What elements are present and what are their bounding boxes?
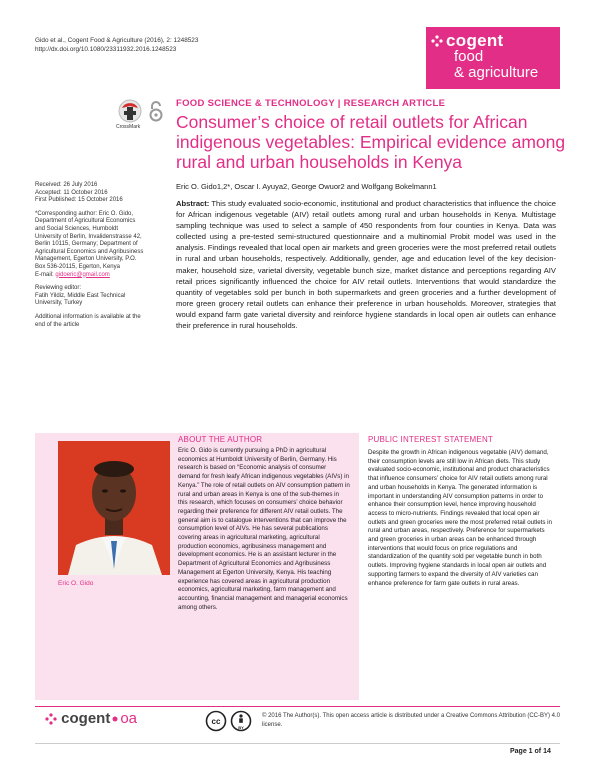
author-photo: [58, 441, 170, 575]
creative-commons-icon[interactable]: [205, 710, 257, 732]
email-line: [35, 272, 145, 280]
reviewing-editor: Fatih Yildiz, Middle East Technical University, Turkey: [35, 292, 126, 307]
logo-line-agriculture: & agriculture: [454, 64, 539, 81]
footer-divider: [35, 706, 560, 707]
about-author-heading: ABOUT THE AUTHOR: [178, 435, 263, 444]
public-interest-text: Despite the growth in African indigenous vegetable (AIV) demand, their consumption levels are still low in African diets. This study evaluated socio-economic, institutional and product characteristics that influence consumers’ choice for AIV retail outlets among rural and urban households in Kenya. The generated information is important in understanding AIV consumption patterns in order to enhance their consumption level, hence improving household access to micro-nutrients. Findings revealed that local open air outlets and green groceries were the most preferred retail outlets in rural and urban areas, respectively. Preference for supermarkets and green groceries in urban areas can be enhanced through interventions that would focus on price regulations and standardization of the quantity sold per vegetable bunch in both outlets. Improving hygiene standards in local open air outlets and supporting farmers to expand the diversity of AIV varieties can enhance preference for farm gate outlets in rural areas.: [368, 449, 553, 587]
received-date: Received: 26 July 2016: [35, 182, 98, 188]
cc-label: cc: [211, 717, 221, 726]
citation-journal: Gido et al., Cogent Food & Agriculture (2016), 2: 1248523: [35, 37, 199, 44]
author-list: Eric O. Gido1,2*, Oscar I. Ayuya2, George Owuor2 and Wolfgang Bokelmann1: [176, 182, 437, 191]
article-title: Consumer’s choice of retail outlets for African indigenous vegetables: Empirical evidence among rural and urban households in Kenya: [176, 112, 566, 172]
email-label: E-mail:: [35, 271, 56, 278]
journal-logo: [426, 27, 560, 89]
article-category: FOOD SCIENCE & TECHNOLOGY | RESEARCH ARTICLE: [176, 98, 446, 109]
crossmark-icon[interactable]: [116, 98, 144, 124]
cogent-oa-dots-icon: [45, 713, 57, 725]
cogent-oa-brand: cogent: [61, 710, 111, 727]
accepted-date: Accepted: 11 October 2016: [35, 189, 108, 196]
additional-info: Additional information is available at the end of the article: [35, 313, 141, 328]
public-interest-heading: PUBLIC INTEREST STATEMENT: [368, 435, 494, 444]
by-label: BY: [238, 725, 244, 730]
license-text: © 2016 The Author(s). This open access article is distributed under a Creative Commons Attribution (CC-BY) 4.0 license.: [262, 713, 561, 728]
citation: [35, 36, 198, 54]
cogent-dots-icon: [431, 35, 443, 47]
logo-brand: cogent: [446, 31, 504, 50]
citation-doi[interactable]: http://dx.doi.org/10.1080/23311932.2016.1248523: [35, 46, 177, 53]
reviewing-editor-label: Reviewing editor:: [35, 285, 82, 292]
logo-journal-name: [454, 49, 538, 81]
corresponding-author: *Corresponding author: Eric O. Gido, Department of Agricultural Economics and Social Sciences, Humboldt University of Berlin, Invalidenstrasse 42, Berlin 10115, Germany; Department of Agricultural Economics and Agribusiness Management, Egerton University, P.O. Box 536-20115, Egerton, Kenya: [35, 210, 144, 270]
email-link[interactable]: gidoeric@gmail.com: [55, 271, 110, 278]
crossmark-label: CrossMark: [116, 124, 141, 130]
abstract: [176, 198, 556, 331]
published-date: First Published: 15 October 2016: [35, 197, 123, 204]
article-metadata-sidebar: [35, 182, 145, 329]
about-author-text: Eric O. Gido is currently pursuing a PhD in agricultural economics at Humboldt University of Berlin, Germany. His research is based on “Economic analysis of consumer demand for fresh leafy African indigenous vegetables (AIVs) in Kenya.” The role of retail outlets on AIV consumption pattern in rural and urban areas in Kenya is one of the sub-themes in this research, which focuses on consumers’ choice behavior regarding their preference for different AIV retail outlets. The general aim is to catalogue interventions that can improve the consumption level of AIVs. He has several publications covering areas in agricultural marketing, agricultural production economics, agribusiness management and development economics. He is an assistant lecturer in the Department of Agricultural Economics and Agribusiness Management at Egerton University, Kenya. His teaching experience has covered areas in agricultural production economics, agricultural marketing, farm management and accounting, financial management and managerial economics among others.: [178, 447, 350, 611]
abstract-text: This study evaluated socio-economic, institutional and product characteristics that influence the choice for African indigenous vegetable (AIV) retail outlets among rural and urban households in Kenya. Multistage sampling technique was used to select a sample of 450 respondents from four counties in Kenya. Data was collected using a pre-tested semi-structured questionnaire and a multinomial Probit model was used in the analysis. Findings revealed that local open air markets and green groceries were the most preferred retail outlets in rural and urban households, respectively. Additionally, gender, age and education level of the key decision-maker, household size, varietal diversity, vegetable bunch size, market distance and perceptions regarding AIV retail prices significantly influenced the choice for AIV retail outlets. Interventions that would standardize the quantity of vegetables sold per bunch in both supermarkets and green groceries and a further development of more green grocery retail outlets can enhance their preference in urban households. Moreover, strategies that would expand farm gate varietal diversity and reinforce hygiene standards in local open air outlets can enhance their preference in rural households.: [176, 199, 556, 331]
open-access-icon: [148, 100, 164, 122]
photo-caption: Eric O. Gido: [58, 580, 94, 587]
cogent-oa-dot-icon: [111, 715, 119, 723]
logo-line-food: food: [454, 48, 484, 65]
page-number: Page 1 of 14: [510, 748, 551, 755]
bottom-divider: [35, 743, 560, 744]
cogent-oa-logo: [45, 710, 137, 727]
author-portrait-image: [58, 441, 170, 575]
abstract-label: Abstract:: [176, 199, 210, 208]
cogent-oa-suffix: oa: [120, 710, 138, 727]
